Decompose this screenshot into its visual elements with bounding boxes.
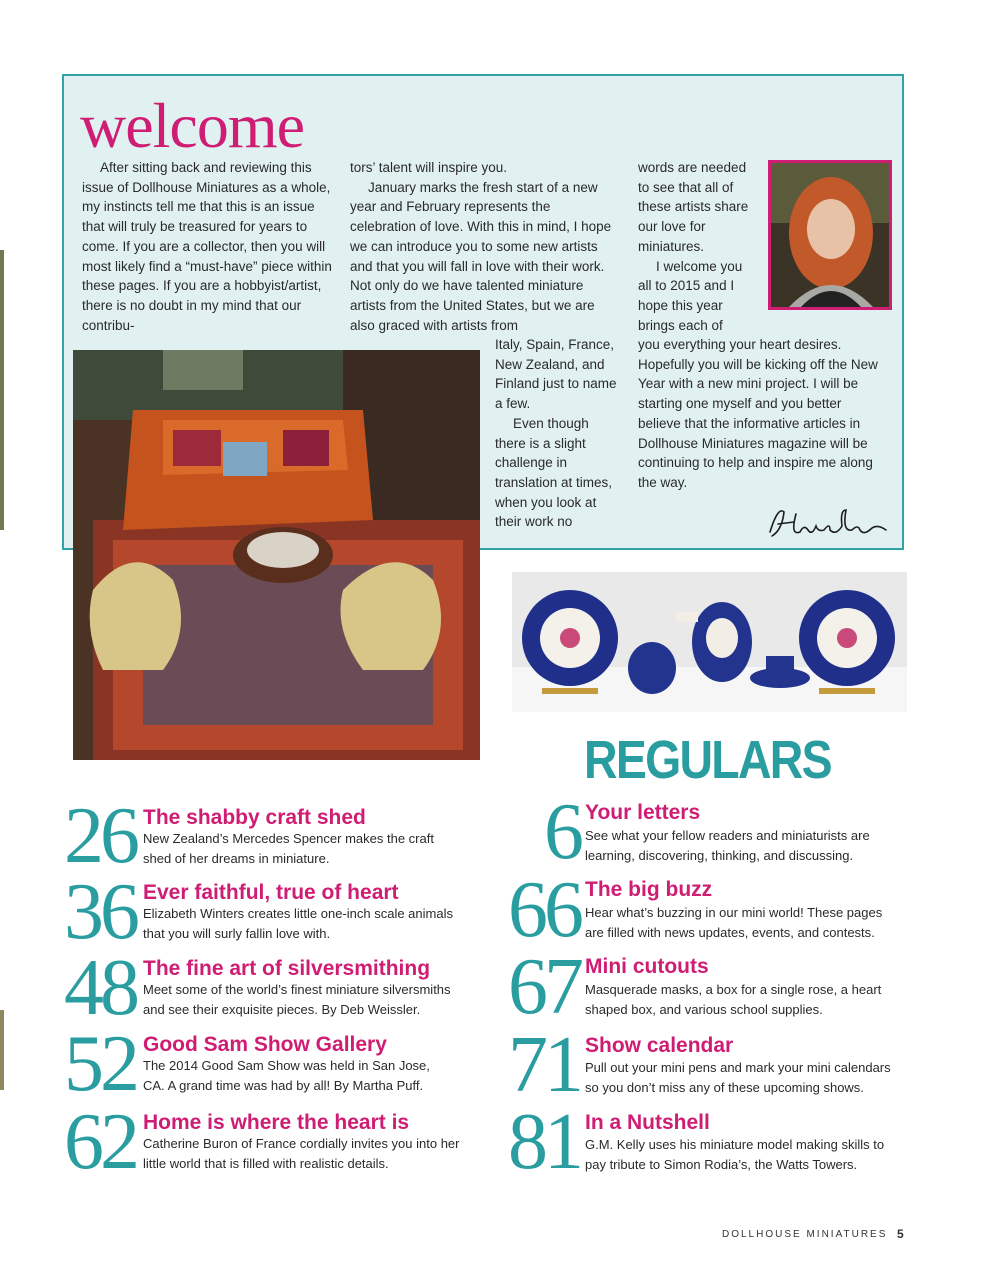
tea-set-photo <box>512 572 907 712</box>
left-edge-strip <box>0 250 4 530</box>
footer-brand: DOLLHOUSE MINIATURES <box>722 1229 888 1240</box>
welcome-col3-p2: I welcome you all to 2015 and I hope this year brings each of <box>638 258 743 333</box>
feature-title[interactable]: The shabby craft shed <box>143 806 366 829</box>
welcome-col3b <box>638 335 878 493</box>
feature-page-number: 48 <box>64 944 136 1032</box>
regular-title[interactable]: Show calendar <box>585 1034 734 1057</box>
feature-description: New Zealand’s Mercedes Spencer makes the craft shed of her dreams in miniature. <box>143 831 434 866</box>
welcome-col2b-p2: Even though there is a slight challenge in translation at times, when you look at their work no <box>495 415 613 530</box>
regulars-heading: REGULARS <box>584 730 831 790</box>
regular-description: G.M. Kelly uses his miniature model making skills to pay tribute to Simon Rodia’s, the Watts Towers. <box>585 1137 885 1172</box>
regular-page-number: 81 <box>508 1098 580 1186</box>
regular-description: Hear what’s buzzing in our mini world! These pages are filled with news updates, events, and contests. <box>585 905 883 940</box>
feature-description: Elizabeth Winters creates little one-inch scale animals that you will surly fallin love with. <box>143 906 453 941</box>
regular-page-number: 67 <box>508 943 580 1031</box>
feature-title[interactable]: Home is where the heart is <box>143 1111 410 1134</box>
welcome-col3 <box>638 158 756 335</box>
editor-portrait <box>768 160 892 310</box>
feature-description: The 2014 Good Sam Show was held in San Jose, CA. A grand time was had by all! By Martha Puff. <box>143 1058 430 1093</box>
living-room-drawing <box>73 350 480 760</box>
feature-page-number: 36 <box>64 868 136 956</box>
welcome-title: welcome <box>80 90 304 161</box>
regular-title[interactable]: Mini cutouts <box>585 955 709 978</box>
regular-title[interactable]: Your letters <box>585 801 701 824</box>
welcome-col2 <box>350 158 620 335</box>
welcome-col2-p2: January marks the fresh start of a new year and February represents the celebration of love. With this in mind, I hope we can introduce you to some new artists and that you will fall in love with their work. Not only do we have talented miniature artists from the United States, but we are also graced with artists from <box>350 179 612 333</box>
signature-image <box>760 502 900 544</box>
regular-page-number: 66 <box>508 866 580 954</box>
regular-description: Masquerade masks, a box for a single rose, a heart shaped box, and various school supplies. <box>585 982 882 1017</box>
welcome-col1-text: After sitting back and reviewing this issue of Dollhouse Miniatures as a whole, my instincts tell me that this is an issue that will truly be treasured for years to come. If you are a collector, then you will most likely find a “must-have” piece within these pages. If you are a hobbyist/artist, there is no doubt in my mind that our contribu- <box>82 160 332 333</box>
welcome-col1 <box>82 158 332 335</box>
left-edge-strip <box>0 1010 4 1090</box>
living-room-photo <box>73 350 480 760</box>
page-number: 5 <box>897 1227 904 1241</box>
feature-page-number: 26 <box>64 792 136 880</box>
welcome-col2-p1: tors’ talent will inspire you. <box>350 160 508 175</box>
welcome-col3b-p1: you everything your heart desires. Hopefully you will be kicking off the New Year with a new mini project. I will be starting one myself and you better believe that the informative articles in Dollhouse Miniatures magazine will be continuing to help and inspire me along the way. <box>638 337 878 490</box>
regular-title[interactable]: In a Nutshell <box>585 1111 710 1134</box>
editor-portrait-drawing <box>771 163 889 307</box>
feature-description: Catherine Buron of France cordially invites you into her little world that is filled with realistic details. <box>143 1136 460 1171</box>
feature-title[interactable]: Good Sam Show Gallery <box>143 1033 387 1056</box>
feature-page-number: 62 <box>64 1098 136 1186</box>
feature-description: Meet some of the world’s finest miniature silversmiths and see their exquisite pieces. By Deb Weissler. <box>143 982 451 1017</box>
welcome-col2b-p1: Italy, Spain, France, New Zealand, and Finland just to name a few. <box>495 337 617 412</box>
regular-description: Pull out your mini pens and mark your mini calendars so you don’t miss any of these upcoming shows. <box>585 1060 891 1095</box>
regular-page-number: 71 <box>508 1021 580 1109</box>
regular-title[interactable]: The big buzz <box>585 878 713 901</box>
feature-page-number: 52 <box>64 1020 136 1108</box>
welcome-col2b <box>495 335 623 532</box>
regular-description: See what your fellow readers and miniaturists are learning, discovering, thinking, and discussing. <box>585 828 870 863</box>
feature-title[interactable]: Ever faithful, true of heart <box>143 881 399 904</box>
feature-title[interactable]: The fine art of silversmithing <box>143 957 431 980</box>
welcome-col3-p1: words are needed to see that all of these artists share our love for miniatures. <box>638 160 749 254</box>
regular-page-number: 6 <box>544 788 580 876</box>
tea-set-drawing <box>512 572 907 712</box>
